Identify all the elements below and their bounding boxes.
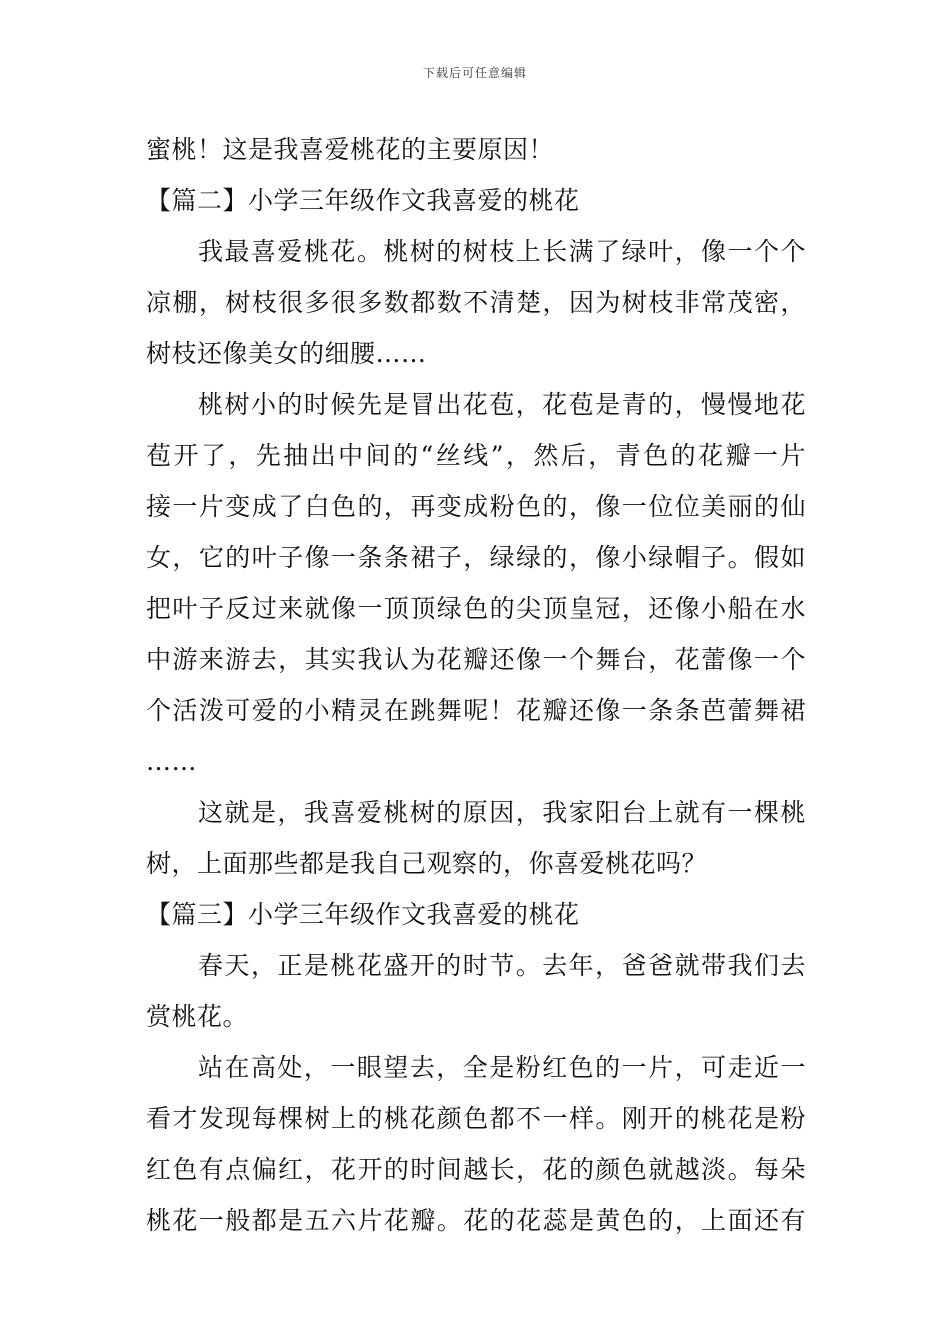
text-line: 女，它的叶子像一条条裙子，绿绿的，像小绿帽子。假如 xyxy=(146,543,806,572)
text-line: 我最喜爱桃花。桃树的树枝上长满了绿叶，像一个个 xyxy=(198,237,806,266)
text-line: 蜜桃！这是我喜爱桃花的主要原因！ xyxy=(146,135,555,164)
page-header: 下载后可任意编辑 xyxy=(422,66,527,80)
text-line: 看才发现每棵树上的桃花颜色都不一样。刚开的桃花是粉 xyxy=(146,1104,806,1133)
text-line: 中游来游去，其实我认为花瓣还像一个舞台，花蕾像一个 xyxy=(146,645,806,674)
text-line: 树枝还像美女的细腰…… xyxy=(146,339,427,368)
text-line: 凉棚，树枝很多很多数都数不清楚，因为树枝非常茂密， xyxy=(146,288,806,317)
text-line: 树，上面那些都是我自己观察的，你喜爱桃花吗？ xyxy=(146,849,708,878)
text-line: 把叶子反过来就像一顶顶绿色的尖顶皇冠，还像小船在水 xyxy=(146,594,806,623)
text-line: 这就是，我喜爱桃树的原因，我家阳台上就有一棵桃 xyxy=(198,798,806,827)
text-line: 站在高处，一眼望去，全是粉红色的一片，可走近一 xyxy=(198,1053,806,1082)
text-line: …… xyxy=(146,747,197,776)
text-line: 桃树小的时候先是冒出花苞，花苞是青的，慢慢地花 xyxy=(198,390,806,419)
text-line: 红色有点偏红，花开的时间越长，花的颜色就越淡。每朵 xyxy=(146,1155,806,1184)
text-line: 【篇二】小学三年级作文我喜爱的桃花 xyxy=(146,186,580,215)
text-line: 个活泼可爱的小精灵在跳舞呢！花瓣还像一条条芭蕾舞裙 xyxy=(146,696,806,725)
text-line: 桃花一般都是五六片花瓣。花的花蕊是黄色的，上面还有 xyxy=(146,1206,806,1235)
text-line: 春天，正是桃花盛开的时节。去年，爸爸就带我们去 xyxy=(198,951,806,980)
text-line: 【篇三】小学三年级作文我喜爱的桃花 xyxy=(146,900,580,929)
text-line: 苞开了，先抽出中间的“丝线”，然后，青色的花瓣一片 xyxy=(146,441,806,470)
text-line: 接一片变成了白色的，再变成粉色的，像一位位美丽的仙 xyxy=(146,492,806,521)
text-line: 赏桃花。 xyxy=(146,1002,249,1031)
document-body xyxy=(146,124,806,1246)
